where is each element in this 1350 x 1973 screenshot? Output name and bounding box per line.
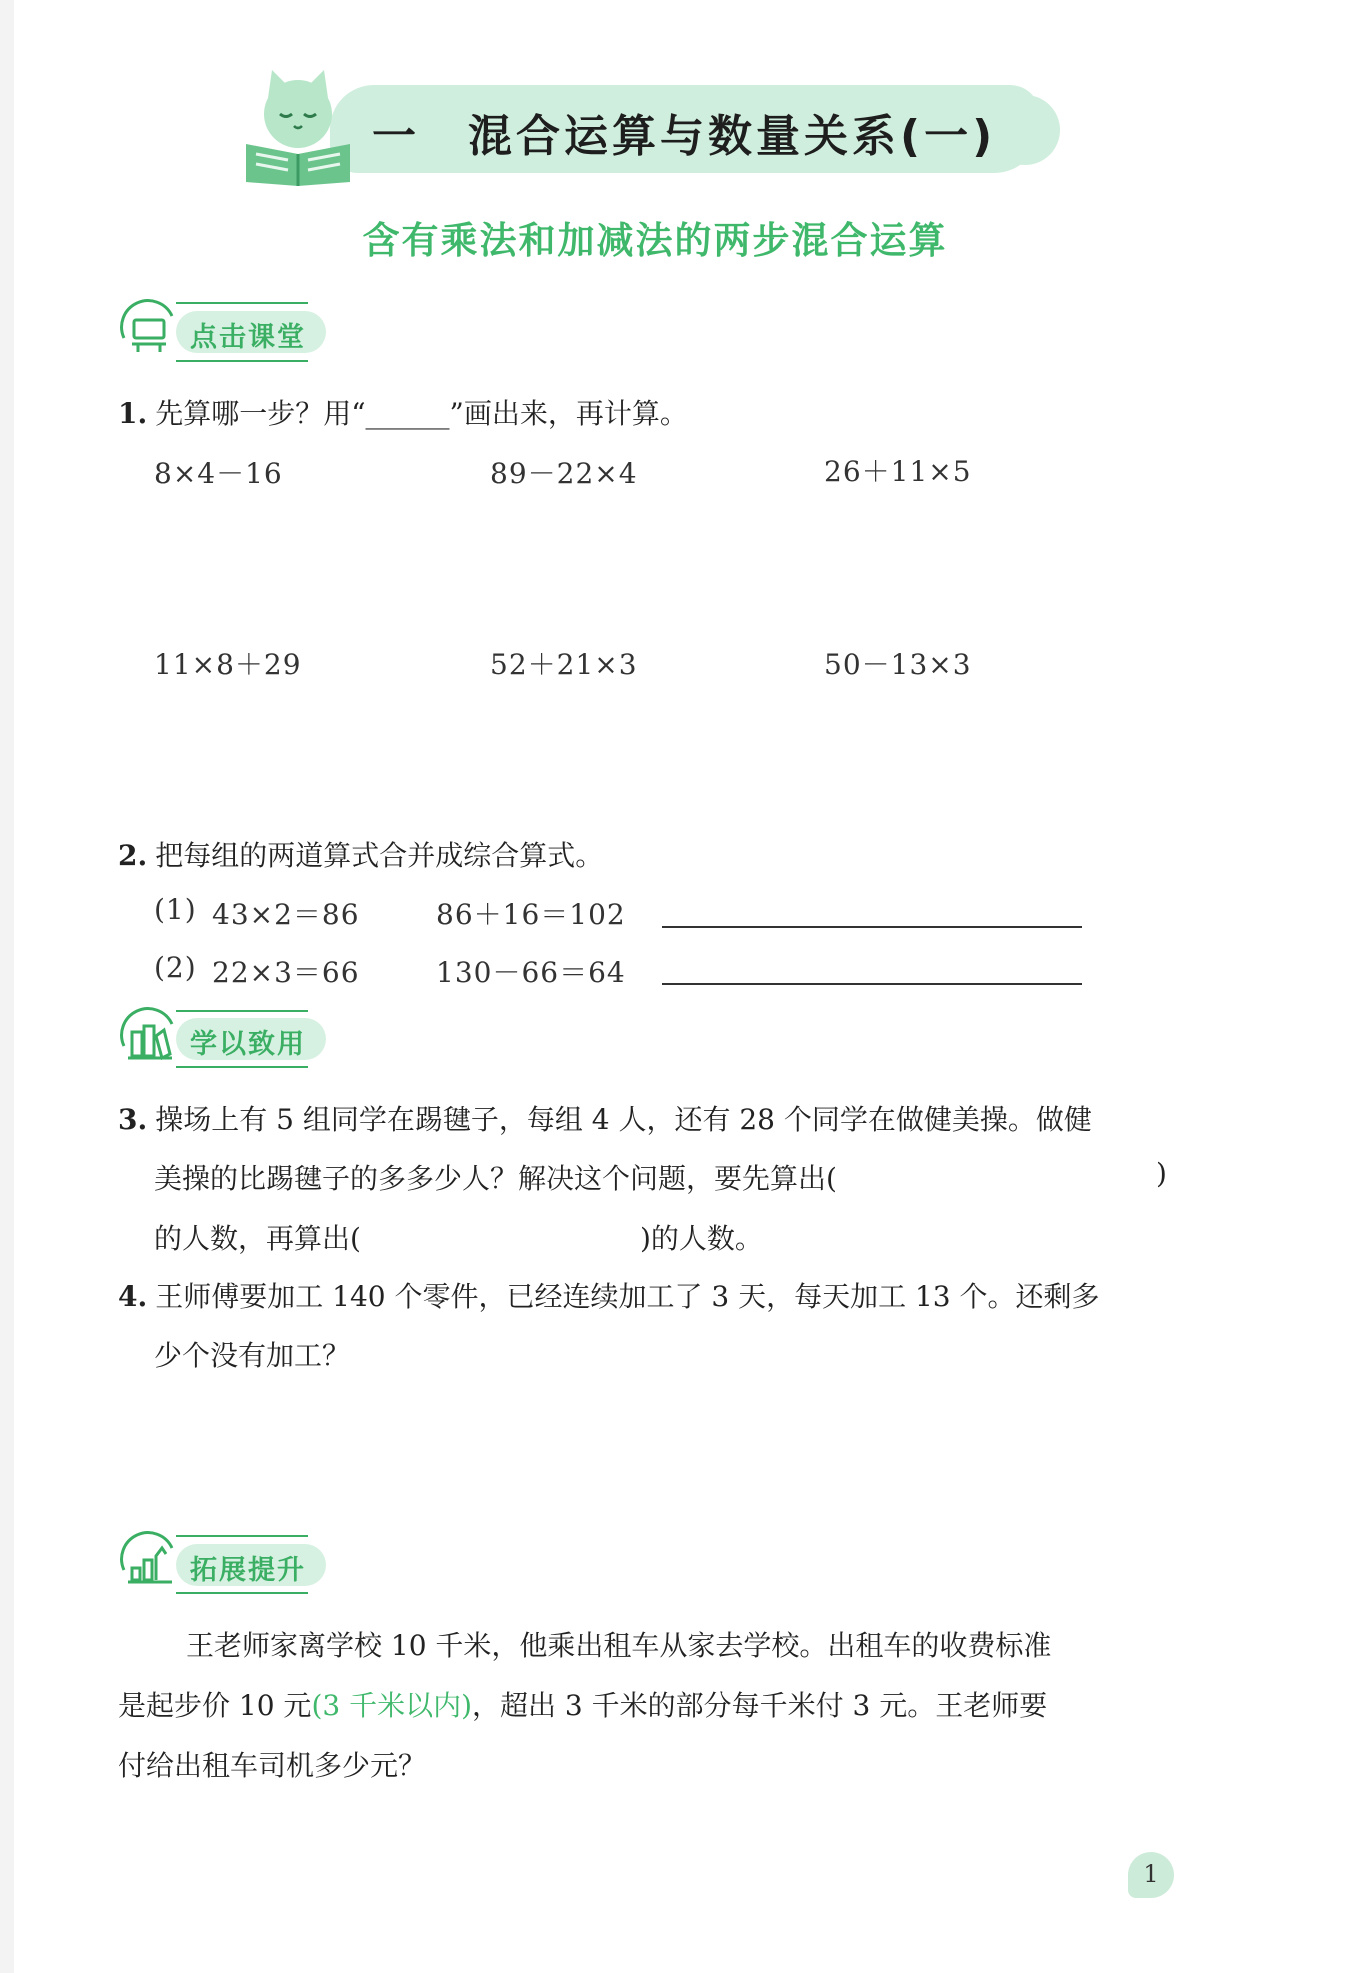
question-4-line-2: 少个没有加工？: [154, 1339, 351, 1372]
question-number: 1.: [118, 397, 148, 430]
lesson-subtitle: 含有乘法和加减法的两步混合运算: [362, 219, 948, 262]
expression: 50－13×3: [824, 648, 972, 681]
answer-blank-close: ): [1156, 1157, 1167, 1190]
growth-icon: [118, 1530, 180, 1592]
question-3-line-3-end: )的人数。: [640, 1222, 763, 1255]
section-rule-bottom: [176, 360, 308, 362]
extend-problem-line-1: 王老师家离学校 10 千米，他乘出租车从家去学校。出租车的收费标准: [186, 1629, 1052, 1662]
section-rule-top: [176, 1535, 308, 1537]
question-number: 2.: [118, 839, 148, 872]
question-4-line-1: [118, 1275, 1100, 1315]
expression: 52＋21×3: [490, 648, 638, 681]
expression: 8×4－16: [154, 457, 283, 490]
answer-line[interactable]: [662, 926, 1082, 928]
text-segment: ，超出 3 千米的部分每千米付 3 元。王老师要: [472, 1689, 1048, 1722]
section-rule-bottom: [176, 1592, 308, 1594]
row-label: (2): [154, 951, 197, 984]
section-rule-top: [176, 1010, 308, 1012]
green-note: (3 千米以内): [311, 1689, 473, 1722]
chapter-title: 一 混合运算与数量关系(一): [372, 111, 997, 162]
section-rule-bottom: [176, 1066, 308, 1068]
books-icon: [118, 1006, 180, 1068]
question-3-line-2: 美操的比踢毽子的多多少人？解决这个问题，要先算出(: [154, 1162, 837, 1195]
text-segment: 是起步价 10 元: [118, 1689, 312, 1722]
section-apply-label: 学以致用: [190, 1029, 306, 1060]
answer-line[interactable]: [662, 983, 1082, 985]
question-3-line-3: 的人数，再算出(: [154, 1222, 361, 1255]
section-extend-label: 拓展提升: [190, 1555, 306, 1586]
classroom-icon: [118, 298, 180, 360]
section-classroom-label: 点击课堂: [190, 322, 306, 353]
expression: 11×8＋29: [154, 648, 302, 681]
question-prompt: 先算哪一步？用“______”画出来，再计算。: [155, 397, 688, 430]
question-3-line-1: [118, 1098, 1092, 1138]
row-label: (1): [154, 893, 197, 926]
question-2: [118, 834, 603, 874]
question-1: [118, 392, 688, 432]
question-number: 3.: [118, 1103, 148, 1136]
question-text: 王师傅要加工 140 个零件，已经连续加工了 3 天，每天加工 13 个。还剩多: [155, 1280, 1100, 1313]
extend-problem-line-3: 付给出租车司机多少元？: [118, 1749, 427, 1782]
expression: 26＋11×5: [824, 455, 972, 488]
equation-b: 130－66＝64: [436, 956, 626, 989]
expression: 89－22×4: [490, 457, 638, 490]
question-text: 操场上有 5 组同学在踢毽子，每组 4 人，还有 28 个同学在做健美操。做健: [155, 1103, 1092, 1136]
question-prompt: 把每组的两道算式合并成综合算式。: [155, 839, 604, 872]
page-number: 1: [1143, 1860, 1159, 1888]
equation-a: 22×3＝66: [212, 956, 360, 989]
title-banner-blob: [990, 95, 1060, 165]
extend-problem-line-2: [118, 1684, 1047, 1724]
equation-b: 86＋16＝102: [436, 898, 626, 931]
equation-a: 43×2＝86: [212, 898, 360, 931]
question-number: 4.: [118, 1280, 148, 1313]
cat-reading-icon: [238, 62, 358, 186]
section-rule-top: [176, 302, 308, 304]
